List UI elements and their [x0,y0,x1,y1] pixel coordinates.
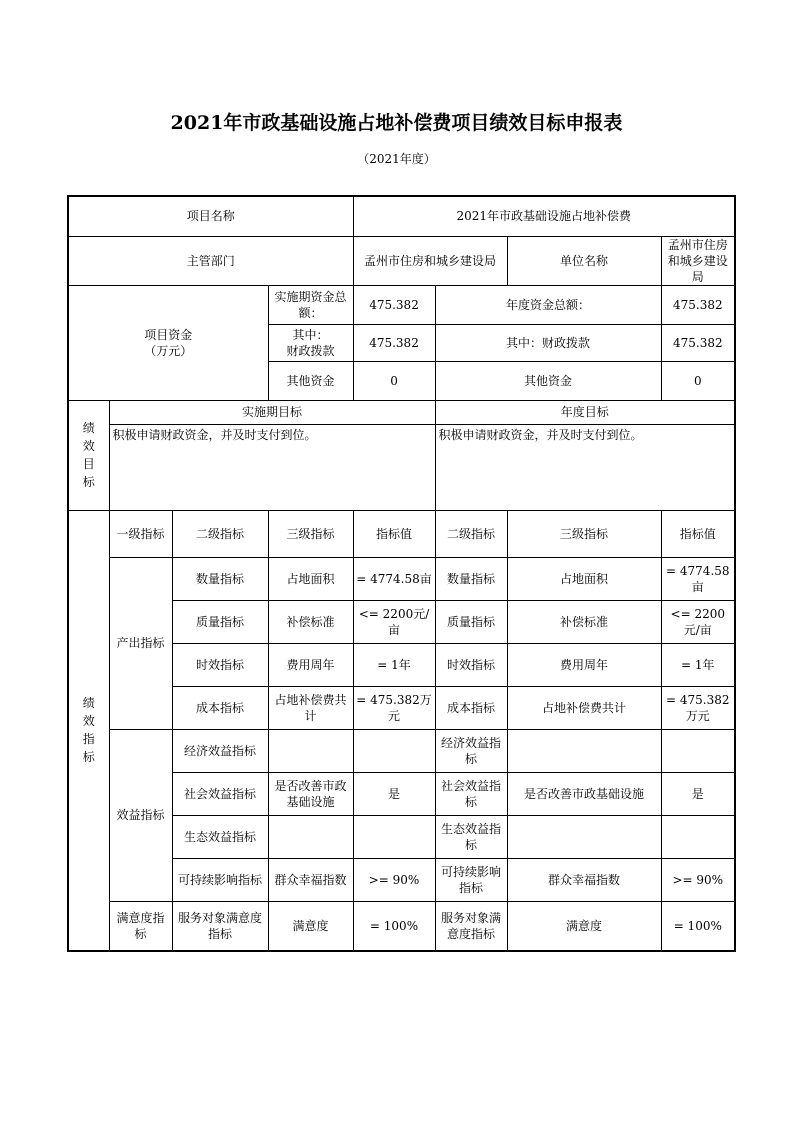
row-value: <= 2200元/亩 [353,600,435,643]
impl-other-value: 0 [353,361,435,400]
impl-fiscal-label-line1: 其中： [292,327,329,342]
fund-label-line2: （万元） [144,343,193,358]
row-year-level3: 费用周年 [507,643,661,686]
header-level1: 一级指标 [109,510,172,557]
row-year-value: = 1年 [661,643,735,686]
impl-total-label: 实施期资金总额： [268,285,353,324]
dept-value: 孟州市住房和城乡建设局 [353,236,507,285]
row-year-level2: 服务对象满意度指标 [435,901,507,951]
header-level2: 二级指标 [172,510,268,557]
benefit-indicator-label: 效益指标 [109,729,172,901]
row-year-level2: 生态效益指标 [435,815,507,858]
row-level2: 社会效益指标 [172,772,268,815]
year-goal-header: 年度目标 [435,400,735,424]
row-value [353,815,435,858]
row-year-level3: 占地面积 [507,557,661,600]
impl-fiscal-label-line2: 财政拨款 [286,343,335,358]
row-level3: 补偿标准 [268,600,353,643]
row-level2: 经济效益指标 [172,729,268,772]
header-year-value: 指标值 [661,510,735,557]
row-year-level2: 经济效益指标 [435,729,507,772]
impl-goal-header: 实施期目标 [109,400,435,424]
row-level3: 占地面积 [268,557,353,600]
form-year: （2021年度） [357,152,436,166]
project-name-value: 2021年市政基础设施占地补偿费 [353,196,735,236]
row-year-level3: 是否改善市政基础设施 [507,772,661,815]
output-indicator-label: 产出指标 [109,557,172,729]
row-year-value: 是 [661,772,735,815]
year-total-value: 475.382 [661,285,735,324]
row-level3 [268,815,353,858]
impl-total-value: 475.382 [353,285,435,324]
form-title: 2021年市政基础设施占地补偿费项目绩效目标申报表 [170,112,623,134]
row-year-value: >= 90% [661,858,735,901]
row-year-level2: 可持续影响指标 [435,858,507,901]
header-year-level3: 三级指标 [507,510,661,557]
row-level2: 数量指标 [172,557,268,600]
row-year-level2: 时效指标 [435,643,507,686]
row-year-level3 [507,729,661,772]
goals-section-label [68,400,109,510]
row-level3: 占地补偿费共计 [268,686,353,729]
impl-goal-text: 积极申请财政资金，并及时支付到位。 [109,424,435,510]
row-year-level2: 社会效益指标 [435,772,507,815]
unit-value: 孟州市住房和城乡建设局 [661,236,735,285]
row-year-level3 [507,815,661,858]
year-total-label: 年度资金总额： [435,285,661,324]
row-year-level3: 满意度 [507,901,661,951]
year-goal-text: 积极申请财政资金，并及时支付到位。 [435,424,735,510]
row-value: >= 90% [353,858,435,901]
performance-target-table [67,195,736,952]
row-value: = 475.382万元 [353,686,435,729]
year-fiscal-value: 475.382 [661,324,735,361]
fund-label [68,285,268,400]
year-other-label: 其他资金 [435,361,661,400]
row-level3: 满意度 [268,901,353,951]
unit-label: 单位名称 [507,236,661,285]
indicators-section-label [68,510,109,951]
row-year-level3: 占地补偿费共计 [507,686,661,729]
row-value: = 100% [353,901,435,951]
row-year-value: = 4774.58亩 [661,557,735,600]
row-year-value: <= 2200元/亩 [661,600,735,643]
impl-fiscal-label [268,324,353,361]
impl-fiscal-value: 475.382 [353,324,435,361]
row-year-level3: 群众幸福指数 [507,858,661,901]
row-level2: 服务对象满意度指标 [172,901,268,951]
row-year-level3: 补偿标准 [507,600,661,643]
indicators-section-text: 绩 效 指 标 [82,696,95,765]
header-level3: 三级指标 [268,510,353,557]
dept-label: 主管部门 [68,236,353,285]
row-level3: 是否改善市政基础设施 [268,772,353,815]
header-year-level2: 二级指标 [435,510,507,557]
fund-label-line1: 项目资金 [144,327,193,342]
row-level2: 生态效益指标 [172,815,268,858]
row-value: = 4774.58亩 [353,557,435,600]
year-fiscal-label: 其中：财政拨款 [435,324,661,361]
row-level2: 时效指标 [172,643,268,686]
row-value: 是 [353,772,435,815]
row-level2: 成本指标 [172,686,268,729]
row-year-value: = 475.382万元 [661,686,735,729]
row-year-level2: 成本指标 [435,686,507,729]
row-year-value: = 100% [661,901,735,951]
row-value: = 1年 [353,643,435,686]
header-value: 指标值 [353,510,435,557]
satisfaction-indicator-label: 满意度指标 [109,901,172,951]
row-year-level2: 数量指标 [435,557,507,600]
impl-other-label: 其他资金 [268,361,353,400]
row-level2: 质量指标 [172,600,268,643]
year-other-value: 0 [661,361,735,400]
row-year-value [661,815,735,858]
row-level2: 可持续影响指标 [172,858,268,901]
goals-section-text: 绩 效 目 标 [82,421,95,489]
project-name-label: 项目名称 [68,196,353,236]
row-value [353,729,435,772]
row-year-value [661,729,735,772]
row-year-level2: 质量指标 [435,600,507,643]
row-level3: 群众幸福指数 [268,858,353,901]
row-level3 [268,729,353,772]
row-level3: 费用周年 [268,643,353,686]
